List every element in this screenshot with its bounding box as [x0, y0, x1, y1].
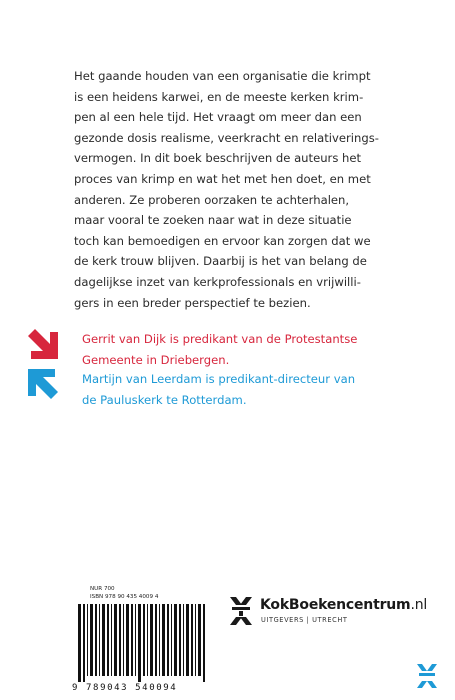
barcode-bar	[87, 604, 88, 676]
publisher-subtitle: UITGEVERS | UTRECHT	[261, 616, 348, 624]
blurb-line: de kerk trouw blijven. Daarbij is het van belang de	[74, 254, 367, 269]
barcode-bar	[191, 604, 193, 676]
publisher-logo	[228, 595, 428, 635]
blurb-line: gezonde dosis realisme, veerkracht en relativerings-	[74, 130, 379, 145]
blurb-line: vermogen. In dit boek beschrijven de auteurs het	[74, 151, 362, 166]
kokboekencentrum-logo-icon	[228, 595, 254, 627]
barcode-bar	[143, 604, 145, 676]
barcode-bar	[131, 604, 133, 676]
blurb-line: dagelijkse inzet van kerkprofessionals en vrijwilli-	[74, 274, 361, 289]
barcode-bar	[174, 604, 177, 676]
author-bio-line: de Pauluskerk te Rotterdam.	[82, 393, 247, 407]
barcode-bar	[167, 604, 169, 676]
barcode-bar	[150, 604, 153, 676]
author-bio-martijn	[28, 369, 428, 411]
barcode-bar	[179, 604, 181, 676]
blurb-line: is een heidens karwei, en de meeste kerken krim-	[74, 89, 364, 104]
blurb-line: maar vooral te zoeken naar wat in deze situatie	[74, 213, 352, 228]
barcode-bar	[195, 604, 196, 676]
red-arrow-icon	[28, 329, 58, 359]
barcode-bar	[147, 604, 148, 676]
back-cover-blurb	[74, 66, 414, 313]
barcode-bar	[135, 604, 136, 676]
barcode-bar	[126, 604, 129, 676]
barcode-bar	[83, 604, 85, 682]
barcode-bar	[162, 604, 165, 676]
barcode-bar	[155, 604, 157, 676]
author-bio-line: Gemeente in Driebergen.	[82, 353, 230, 367]
barcode-bar	[99, 604, 100, 676]
barcode-bar	[186, 604, 189, 676]
barcode-bar	[183, 604, 184, 676]
barcode-bar	[114, 604, 117, 676]
isbn-barcode-block	[72, 585, 210, 693]
barcode-bar	[138, 604, 141, 682]
barcode-bar	[107, 604, 109, 676]
barcode-bar	[119, 604, 121, 676]
barcode-bar	[203, 604, 205, 682]
isbn-number: ISBN 978 90 435 4009 4	[90, 594, 159, 600]
barcode-bar	[95, 604, 97, 676]
barcode-bar	[102, 604, 105, 676]
blurb-line: Het gaande houden van een organisatie die krimpt	[74, 69, 371, 83]
blurb-line: toch kan bemoedigen en ervoor kan zorgen dat we	[74, 233, 371, 248]
blue-arrow-icon	[28, 369, 58, 399]
barcode-bar	[111, 604, 112, 676]
barcode-digits: 9 789043 540094	[72, 683, 178, 693]
author-bio-line: Martijn van Leerdam is predikant-directeur van	[82, 372, 356, 386]
publisher-domain: .nl	[410, 597, 428, 613]
blurb-line: pen al een hele tijd. Het vraagt om meer dan een	[74, 110, 362, 125]
kokboekencentrum-small-logo-icon	[416, 663, 438, 689]
blurb-line: proces van krimp en wat het met hen doet, en met	[74, 171, 371, 186]
author-bio-line: Gerrit van Dijk is predikant van de Protestantse	[82, 332, 358, 346]
blurb-line: anderen. Ze proberen oorzaken te achterhalen,	[74, 192, 350, 207]
barcode-bar	[171, 604, 172, 676]
blurb-line: gers in een breder perspectief te bezien.	[74, 295, 311, 310]
barcode-bar	[90, 604, 93, 676]
author-bio-gerrit	[28, 329, 428, 371]
barcode-bar	[123, 604, 124, 676]
barcode-bar	[78, 604, 81, 682]
barcode-bars	[72, 604, 210, 682]
publisher-name: KokBoekencentrum	[260, 597, 411, 613]
barcode-bar	[198, 604, 201, 676]
barcode-bar	[159, 604, 160, 676]
nur-code: NUR 700	[90, 586, 115, 592]
